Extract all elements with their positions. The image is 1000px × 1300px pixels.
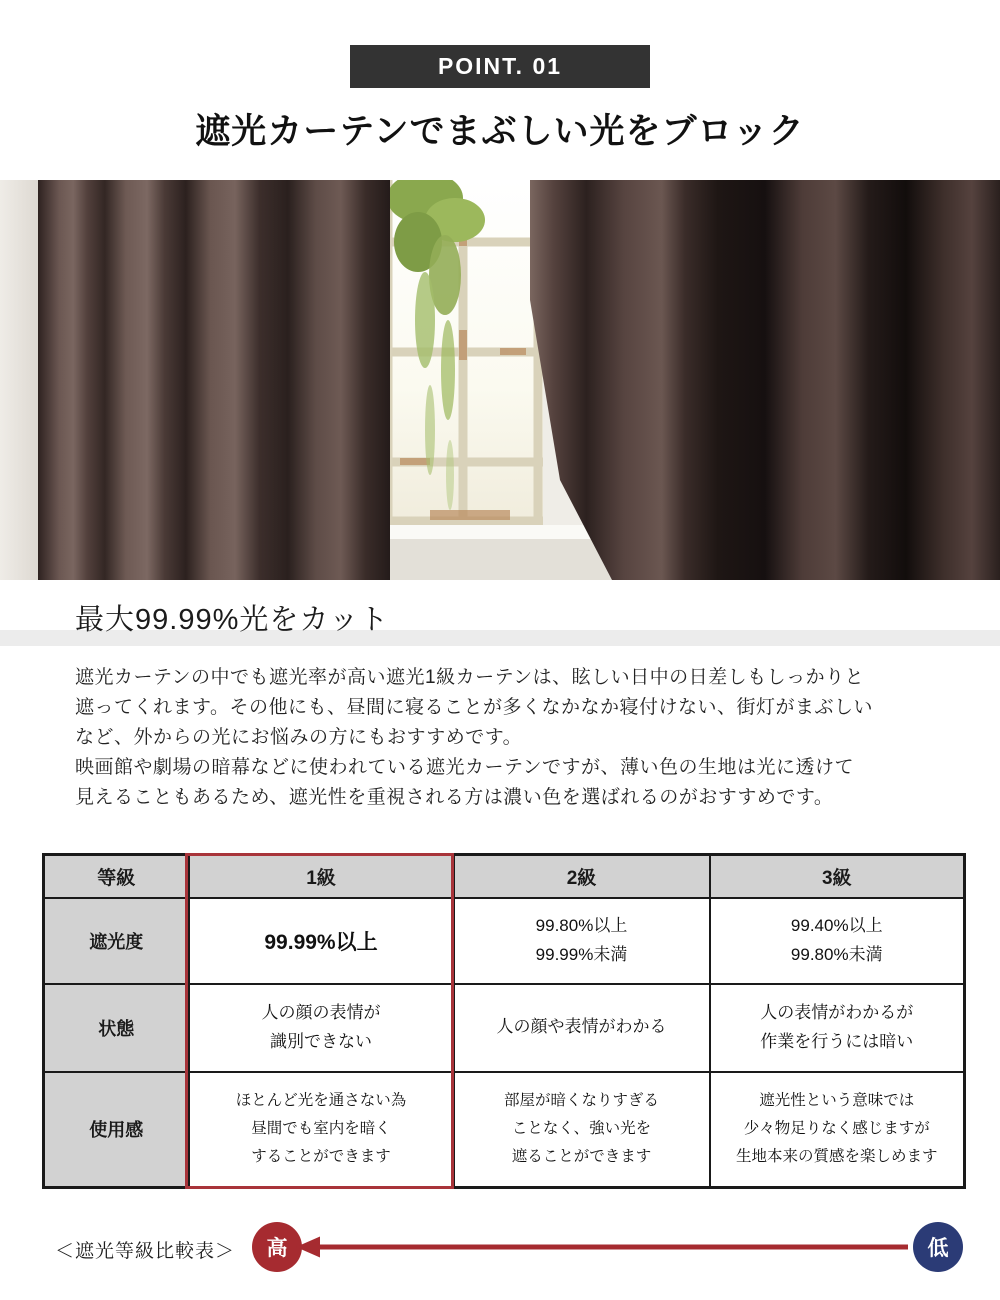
cell-grade3-shading: 99.40%以上 99.80%未満 xyxy=(710,898,965,984)
paragraph-line: 見えることもあるため、遮光性を重視される方は濃い色を選ばれるのがおすすめです。 xyxy=(75,787,834,808)
cell-grade2-state: 人の顔や表情がわかる xyxy=(454,984,710,1072)
cell-grade3-feel: 遮光性という意味では 少々物足りなく感じますが 生地本来の質感を楽しめます xyxy=(710,1072,965,1188)
curtain-photo-illustration xyxy=(0,180,1000,580)
table-row xyxy=(44,1072,965,1188)
cell-grade2-feel: 部屋が暗くなりすぎる ことなく、強い光を 遮ることができます xyxy=(454,1072,710,1188)
cell-grade3-state: 人の表情がわかるが 作業を行うには暗い xyxy=(710,984,965,1072)
header-grade1: 1級 xyxy=(189,855,454,898)
row-label-state: 状態 xyxy=(44,984,189,1072)
section-title: 遮光カーテンでまぶしい光をブロック xyxy=(195,112,805,151)
header-grade: 等級 xyxy=(44,855,189,898)
low-badge: 低 xyxy=(913,1222,963,1272)
header-grade2: 2級 xyxy=(454,855,710,898)
cell-grade1-feel: ほとんど光を通さない為 昼間でも室内を暗く することができます xyxy=(189,1072,454,1188)
arrow-left-icon xyxy=(296,1234,908,1260)
high-badge: 高 xyxy=(252,1222,302,1272)
curtain-window-photo xyxy=(0,180,1000,580)
paragraph-line: など、外からの光にお悩みの方にもおすすめです。 xyxy=(75,727,523,748)
body-paragraph xyxy=(75,663,945,813)
blackout-grade-table xyxy=(42,853,966,1189)
legend-caption: ＜遮光等級比較表＞ xyxy=(55,1241,236,1262)
row-label-shading: 遮光度 xyxy=(44,898,189,984)
table-row xyxy=(44,984,965,1072)
point-number-badge: POINT. 01 xyxy=(350,45,650,88)
row-label-feel: 使用感 xyxy=(44,1072,189,1188)
paragraph-line: 遮光カーテンの中でも遮光率が高い遮光1級カーテンは、眩しい日中の日差しもしっかりと xyxy=(75,667,865,688)
blackout-grade-table-wrap xyxy=(42,853,963,1189)
cell-grade1-shading: 99.99%以上 xyxy=(189,898,454,984)
paragraph-line: 映画館や劇場の暗幕などに使われている遮光カーテンですが、薄い色の生地は光に透けて xyxy=(75,757,855,778)
cell-grade1-state: 人の顔の表情が 識別できない xyxy=(189,984,454,1072)
cell-grade2-shading: 99.80%以上 99.99%未満 xyxy=(454,898,710,984)
header-grade3: 3級 xyxy=(710,855,965,898)
paragraph-line: 遮ってくれます。その他にも、昼間に寝ることが多くなかなか寝付けない、街灯がまぶしい xyxy=(75,697,873,718)
table-row xyxy=(44,898,965,984)
sub-heading: 最大99.99%光をカット xyxy=(75,604,390,636)
table-header-row xyxy=(44,855,965,898)
